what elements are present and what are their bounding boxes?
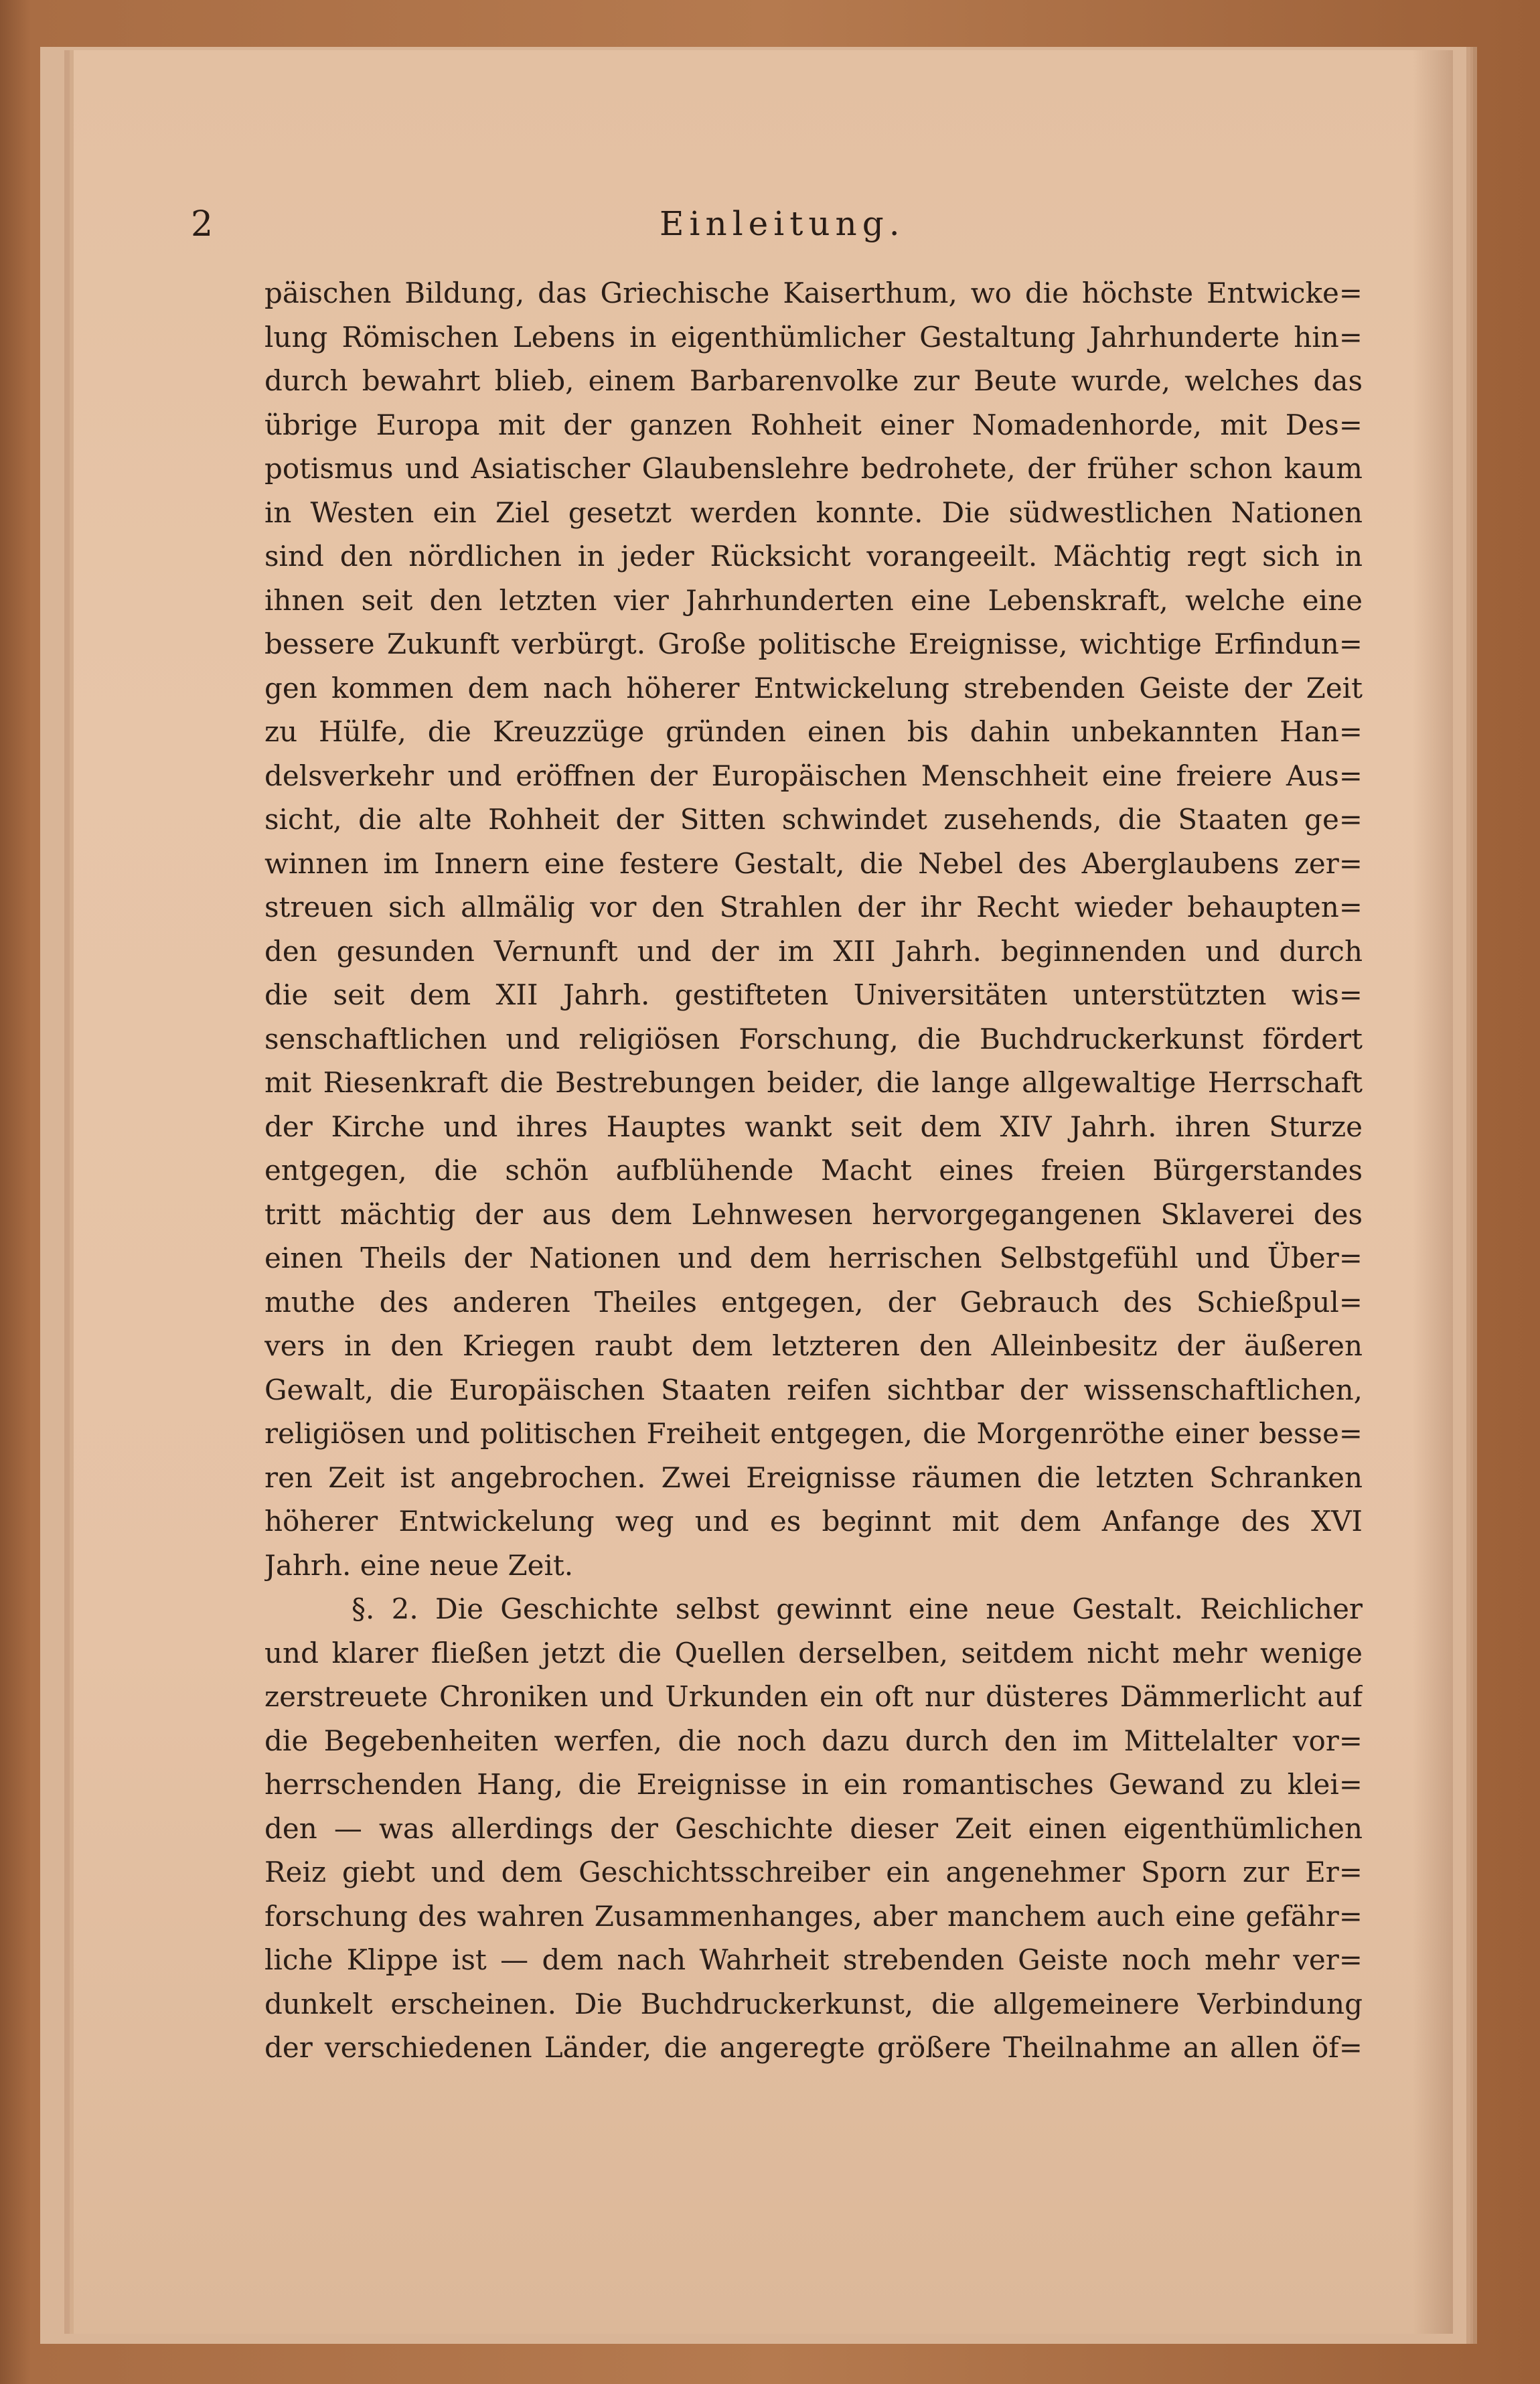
text-line: entgegen, die schön aufblühende Macht eines freien Bürgerstandes	[264, 1154, 1363, 1187]
text-line: lung Römischen Lebens in eigenthümlicher Gestaltung Jahrhunderte hin=	[264, 320, 1363, 354]
text-line: höherer Entwickelung weg und es beginnt mit dem Anfange des XVI	[264, 1505, 1363, 1538]
text-line: mit Riesenkraft die Bestrebungen beider, die lange allgewaltige Herrschaft	[264, 1066, 1363, 1099]
text-line: muthe des anderen Theiles entgegen, der Gebrauch des Schießpul=	[264, 1285, 1363, 1319]
text-line: zu Hülfe, die Kreuzzüge gründen einen bis dahin unbekannten Han=	[264, 715, 1363, 748]
text-line: vers in den Kriegen raubt dem letzteren den Alleinbesitz der äußeren	[264, 1329, 1363, 1362]
text-line: Reiz giebt und dem Geschichtsschreiber ein angenehmer Sporn zur Er=	[264, 1856, 1363, 1888]
text-line: übrige Europa mit der ganzen Rohheit einer Nomadenhorde, mit Des=	[264, 408, 1363, 441]
text-line: in Westen ein Ziel gesetzt werden konnte. Die südwestlichen Nationen	[264, 496, 1363, 529]
section-start-line: §. 2. Die Geschichte selbst gewinnt eine neue Gestalt. Reichlicher	[352, 1592, 1363, 1625]
text-line: Jahrh. eine neue Zeit.	[264, 1548, 574, 1582]
text-line: die seit dem XII Jahrh. gestifteten Universitäten unterstützten wis=	[264, 978, 1363, 1011]
text-line: die Begebenheiten werfen, die noch dazu durch den im Mittelalter vor=	[264, 1724, 1363, 1757]
text-line: den — was allerdings der Geschichte dieser Zeit einen eigenthümlichen	[264, 1811, 1363, 1845]
page-number: 2	[191, 204, 214, 244]
text-line: päischen Bildung, das Griechische Kaiserthum, wo die höchste Entwicke=	[264, 277, 1363, 309]
text-line: tritt mächtig der aus dem Lehnwesen hervorgegangenen Sklaverei des	[264, 1197, 1363, 1231]
text-line: religiösen und politischen Freiheit entgegen, die Morgenröthe einer besse=	[264, 1417, 1363, 1450]
text-line: liche Klippe ist — dem nach Wahrheit strebenden Geiste noch mehr ver=	[264, 1943, 1363, 1976]
text-line: herrschenden Hang, die Ereignisse in ein romantisches Gewand zu klei=	[264, 1768, 1363, 1801]
text-line: der Kirche und ihres Hauptes wankt seit dem XIV Jahrh. ihren Sturze	[264, 1110, 1363, 1143]
text-line: ren Zeit ist angebrochen. Zwei Ereignisse räumen die letzten Schranken	[264, 1461, 1363, 1494]
text-line: und klarer fließen jetzt die Quellen derselben, seitdem nicht mehr wenige	[264, 1636, 1363, 1669]
running-head: Einleitung.	[660, 204, 905, 243]
body-text	[264, 271, 1363, 2070]
text-line: delsverkehr und eröffnen der Europäischen Menschheit eine freiere Aus=	[264, 759, 1363, 792]
page-header	[191, 204, 1363, 251]
text-line: bessere Zukunft verbürgt. Große politische Ereignisse, wichtige Erfindun=	[264, 627, 1363, 660]
text-line: durch bewahrt blieb, einem Barbarenvolke zur Beute wurde, welches das	[264, 364, 1363, 397]
text-line: dunkelt erscheinen. Die Buchdruckerkunst, die allgemeinere Verbindung	[264, 1987, 1363, 2020]
text-line: sicht, die alte Rohheit der Sitten schwindet zusehends, die Staaten ge=	[264, 803, 1363, 836]
text-line: Gewalt, die Europäischen Staaten reifen sichtbar der wissenschaftlichen,	[264, 1373, 1363, 1406]
text-line: senschaftlichen und religiösen Forschung, die Buchdruckerkunst fördert	[264, 1022, 1363, 1055]
text-line: gen kommen dem nach höherer Entwickelung strebenden Geiste der Zeit	[264, 671, 1363, 704]
text-line: potismus und Asiatischer Glaubenslehre bedrohete, der früher schon kaum	[264, 452, 1363, 485]
page-edge-shadow	[1413, 50, 1453, 2334]
text-line: winnen im Innern eine festere Gestalt, die Nebel des Aberglaubens zer=	[264, 846, 1363, 880]
text-line: zerstreuete Chroniken und Urkunden ein oft nur düsteres Dämmerlicht auf	[264, 1680, 1363, 1713]
text-line: einen Theils der Nationen und dem herrischen Selbstgefühl und Über=	[264, 1242, 1363, 1274]
text-line: streuen sich allmälig vor den Strahlen der ihr Recht wieder behaupten=	[264, 891, 1363, 923]
text-line: der verschiedenen Länder, die angeregte größere Theilnahme an allen öf=	[264, 2031, 1363, 2064]
text-line: den gesunden Vernunft und der im XII Jahrh. beginnenden und durch	[264, 934, 1363, 968]
text-line: forschung des wahren Zusammenhanges, aber manchem auch eine gefähr=	[264, 1899, 1363, 1933]
text-line: ihnen seit den letzten vier Jahrhunderten eine Lebenskraft, welche eine	[264, 583, 1363, 617]
text-line: sind den nördlichen in jeder Rücksicht vorangeeilt. Mächtig regt sich in	[264, 540, 1363, 573]
